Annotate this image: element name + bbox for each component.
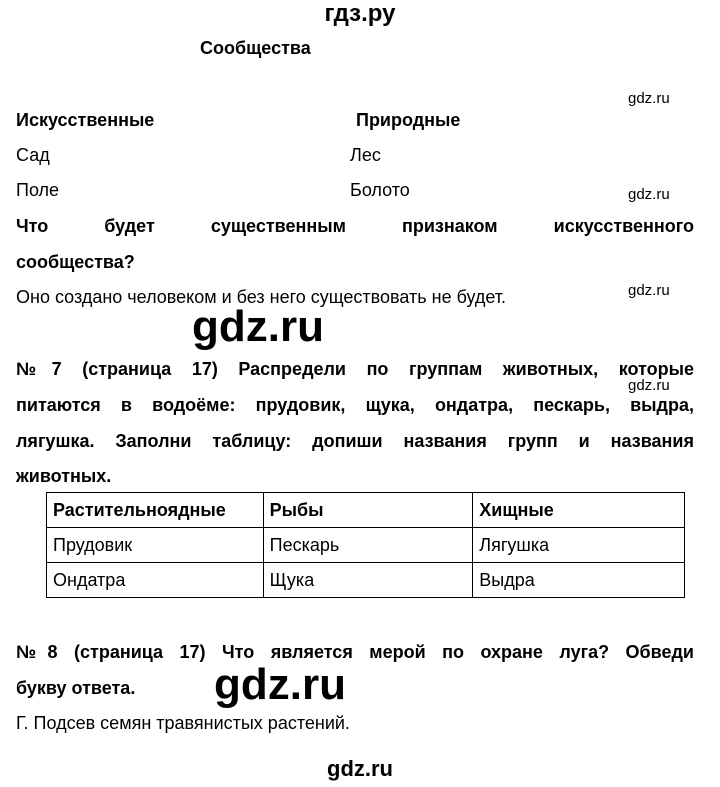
artificial-item: Поле (16, 180, 60, 200)
table-header-cell: Хищные (473, 493, 685, 528)
artificial-heading: Искусственные (16, 110, 155, 130)
section-title: Сообщества (200, 38, 311, 58)
table-row (47, 528, 685, 563)
watermark-small: gdz.ru (628, 186, 670, 203)
table-cell: Пескарь (263, 528, 473, 563)
artificial-item: Сад (16, 145, 50, 165)
natural-heading: Природные (356, 110, 461, 130)
table-cell: Лягушка (473, 528, 685, 563)
task-7-line: лягушка. Заполни таблицу: допиши названия групп и названия (16, 431, 694, 451)
watermark-small: gdz.ru (628, 90, 670, 107)
watermark-small: gdz.ru (628, 377, 670, 394)
task-7-line: питаются в водоёме: прудовик, щука, ондатра, пескарь, выдра, (16, 395, 694, 415)
table-header-cell: Растительноядные (47, 493, 264, 528)
natural-item: Лес (350, 145, 381, 165)
table-cell: Щука (263, 563, 473, 598)
question-line: Что будет существенным признаком искусственного (16, 216, 694, 236)
watermark-small: gdz.ru (628, 282, 670, 299)
question-answer: Оно создано человеком и без него существовать не будет. (16, 287, 507, 307)
footer-watermark: gdz.ru (327, 756, 393, 781)
task-8-line: №8 (страница 17) Что является мерой по охране луга? Обведи (16, 642, 694, 662)
table-row (47, 563, 685, 598)
table-header-cell: Рыбы (263, 493, 473, 528)
task-8-answer: Г. Подсев семян травянистых растений. (16, 713, 350, 733)
task-7-line: №7 (страница 17) Распредели по группам животных, которые (16, 359, 694, 379)
site-title: гдз.ру (324, 0, 396, 27)
table-cell: Прудовик (47, 528, 264, 563)
question-line: сообщества? (16, 252, 135, 272)
animals-table (46, 492, 685, 598)
table-cell: Выдра (473, 563, 685, 598)
table-header-row (47, 493, 685, 528)
task-8-line: букву ответа. (16, 678, 136, 698)
watermark-large: gdz.ru (192, 302, 324, 351)
watermark-large: gdz.ru (214, 660, 346, 709)
natural-item: Болото (350, 180, 410, 200)
table-cell: Ондатра (47, 563, 264, 598)
task-7-line: животных. (16, 466, 112, 486)
